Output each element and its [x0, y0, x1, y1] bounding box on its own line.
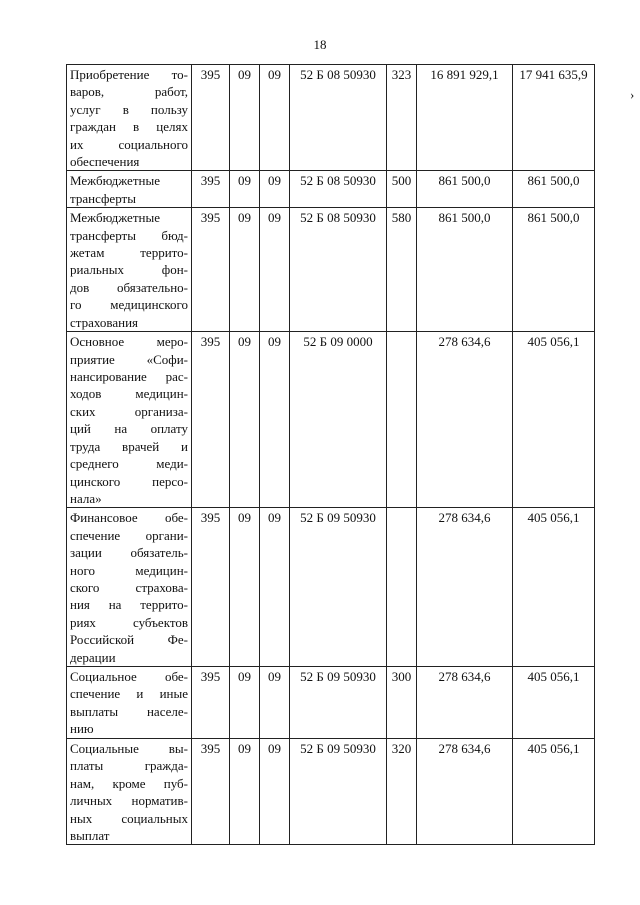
row-name-line: нала» — [70, 490, 102, 506]
target-article-cell: 52 Б 09 50930 — [290, 738, 387, 844]
table-row — [67, 208, 595, 332]
row-name-line: приятие «Софи- — [70, 351, 188, 367]
side-mark: › — [630, 87, 635, 102]
amount-year2-cell: 861 500,0 — [513, 171, 595, 208]
row-name-line: услуг в пользу — [70, 101, 188, 117]
section-cell: 09 — [230, 171, 260, 208]
subsection-cell: 09 — [260, 332, 290, 508]
amount-year2-cell: 861 500,0 — [513, 208, 595, 332]
row-name-line: труда врачей и — [70, 438, 188, 454]
row-name-line: нансирование рас- — [70, 369, 188, 385]
table-body — [67, 65, 595, 845]
row-name-line: зации обязатель- — [70, 545, 188, 561]
grbs-cell: 395 — [192, 171, 230, 208]
row-name-line: риальных фон- — [70, 262, 188, 278]
row-name-line: ского страхова- — [70, 579, 188, 595]
amount-year2-cell: 405 056,1 — [513, 508, 595, 667]
amount-year2-cell: 405 056,1 — [513, 332, 595, 508]
row-name-line: дерации — [70, 649, 116, 665]
section-cell: 09 — [230, 65, 260, 171]
table-row — [67, 65, 595, 171]
target-article-cell: 52 Б 09 0000 — [290, 332, 387, 508]
expense-type-cell: 320 — [387, 738, 417, 844]
row-name-line: ций на оплату — [70, 421, 188, 437]
row-name-cell — [67, 738, 192, 844]
row-name-line: трансферты — [70, 190, 136, 206]
row-name-line: спечение органи- — [70, 527, 188, 543]
target-article-cell: 52 Б 09 50930 — [290, 666, 387, 738]
subsection-cell: 09 — [260, 666, 290, 738]
row-name-line: ных социальных — [70, 810, 188, 826]
grbs-cell: 395 — [192, 65, 230, 171]
table-row — [67, 508, 595, 667]
grbs-cell: 395 — [192, 508, 230, 667]
row-name-line: Финансовое обе- — [70, 510, 188, 526]
subsection-cell: 09 — [260, 65, 290, 171]
amount-year1-cell: 861 500,0 — [417, 208, 513, 332]
row-name-line: Социальные вы- — [70, 740, 188, 756]
expense-type-cell — [387, 508, 417, 667]
amount-year1-cell: 861 500,0 — [417, 171, 513, 208]
row-name-cell — [67, 208, 192, 332]
row-name-line: выплаты населе- — [70, 703, 188, 719]
section-cell: 09 — [230, 508, 260, 667]
row-name-line: Основное меро- — [70, 334, 188, 350]
target-article-cell: 52 Б 09 50930 — [290, 508, 387, 667]
expense-type-cell: 500 — [387, 171, 417, 208]
expense-type-cell: 580 — [387, 208, 417, 332]
expense-type-cell — [387, 332, 417, 508]
section-cell: 09 — [230, 666, 260, 738]
row-name-cell — [67, 666, 192, 738]
row-name-line: трансферты бюд- — [70, 227, 188, 243]
row-name-line: граждан в целях — [70, 119, 188, 135]
amount-year1-cell: 278 634,6 — [417, 738, 513, 844]
row-name-line: ских организа- — [70, 403, 188, 419]
page-number: 18 — [313, 37, 327, 52]
grbs-cell: 395 — [192, 332, 230, 508]
row-name-line: дов обязательно- — [70, 279, 188, 295]
row-name-line: выплат — [70, 828, 110, 843]
row-name-line: риях субъектов — [70, 614, 188, 630]
target-article-cell: 52 Б 08 50930 — [290, 171, 387, 208]
section-cell: 09 — [230, 332, 260, 508]
row-name-line: Российской Фе- — [70, 632, 188, 648]
subsection-cell: 09 — [260, 171, 290, 208]
expense-type-cell: 300 — [387, 666, 417, 738]
subsection-cell: 09 — [260, 208, 290, 332]
grbs-cell: 395 — [192, 738, 230, 844]
row-name-line: жетам террито- — [70, 245, 188, 261]
row-name-line: цинского персо- — [70, 473, 188, 489]
amount-year1-cell: 278 634,6 — [417, 508, 513, 667]
amount-year1-cell: 278 634,6 — [417, 666, 513, 738]
target-article-cell: 52 Б 08 50930 — [290, 65, 387, 171]
row-name-line: спечение и иные — [70, 686, 188, 702]
row-name-line: варов, работ, — [70, 84, 188, 100]
row-name-line: Социальное обе- — [70, 668, 188, 684]
row-name-line: их социального — [70, 136, 188, 152]
row-name-line: страхования — [70, 314, 139, 330]
table-row — [67, 332, 595, 508]
row-name-line: среднего меди- — [70, 456, 188, 472]
table-row — [67, 738, 595, 844]
row-name-line: Межбюджетные — [70, 173, 160, 189]
row-name-line: нию — [70, 721, 94, 737]
row-name-line: го медицинского — [70, 297, 188, 313]
row-name-line: ходов медицин- — [70, 386, 188, 402]
amount-year2-cell: 405 056,1 — [513, 738, 595, 844]
amount-year1-cell: 16 891 929,1 — [417, 65, 513, 171]
row-name-cell — [67, 171, 192, 208]
row-name-line: Приобретение то- — [70, 67, 188, 82]
grbs-cell: 395 — [192, 208, 230, 332]
row-name-cell — [67, 332, 192, 508]
table-row — [67, 171, 595, 208]
budget-table — [66, 64, 595, 845]
row-name-line: обеспечения — [70, 154, 140, 170]
table-row — [67, 666, 595, 738]
row-name-line: нам, кроме пуб- — [70, 775, 188, 791]
subsection-cell: 09 — [260, 738, 290, 844]
amount-year2-cell: 405 056,1 — [513, 666, 595, 738]
row-name-line: Межбюджетные — [70, 210, 160, 226]
amount-year1-cell: 278 634,6 — [417, 332, 513, 508]
amount-year2-cell: 17 941 635,9 — [513, 65, 595, 171]
row-name-line: ния на террито- — [70, 597, 188, 613]
row-name-line: личных норматив- — [70, 793, 188, 809]
section-cell: 09 — [230, 208, 260, 332]
grbs-cell: 395 — [192, 666, 230, 738]
row-name-line: платы гражда- — [70, 758, 188, 774]
row-name-cell — [67, 65, 192, 171]
expense-type-cell: 323 — [387, 65, 417, 171]
section-cell: 09 — [230, 738, 260, 844]
subsection-cell: 09 — [260, 508, 290, 667]
target-article-cell: 52 Б 08 50930 — [290, 208, 387, 332]
row-name-cell — [67, 508, 192, 667]
row-name-line: ного медицин- — [70, 562, 188, 578]
